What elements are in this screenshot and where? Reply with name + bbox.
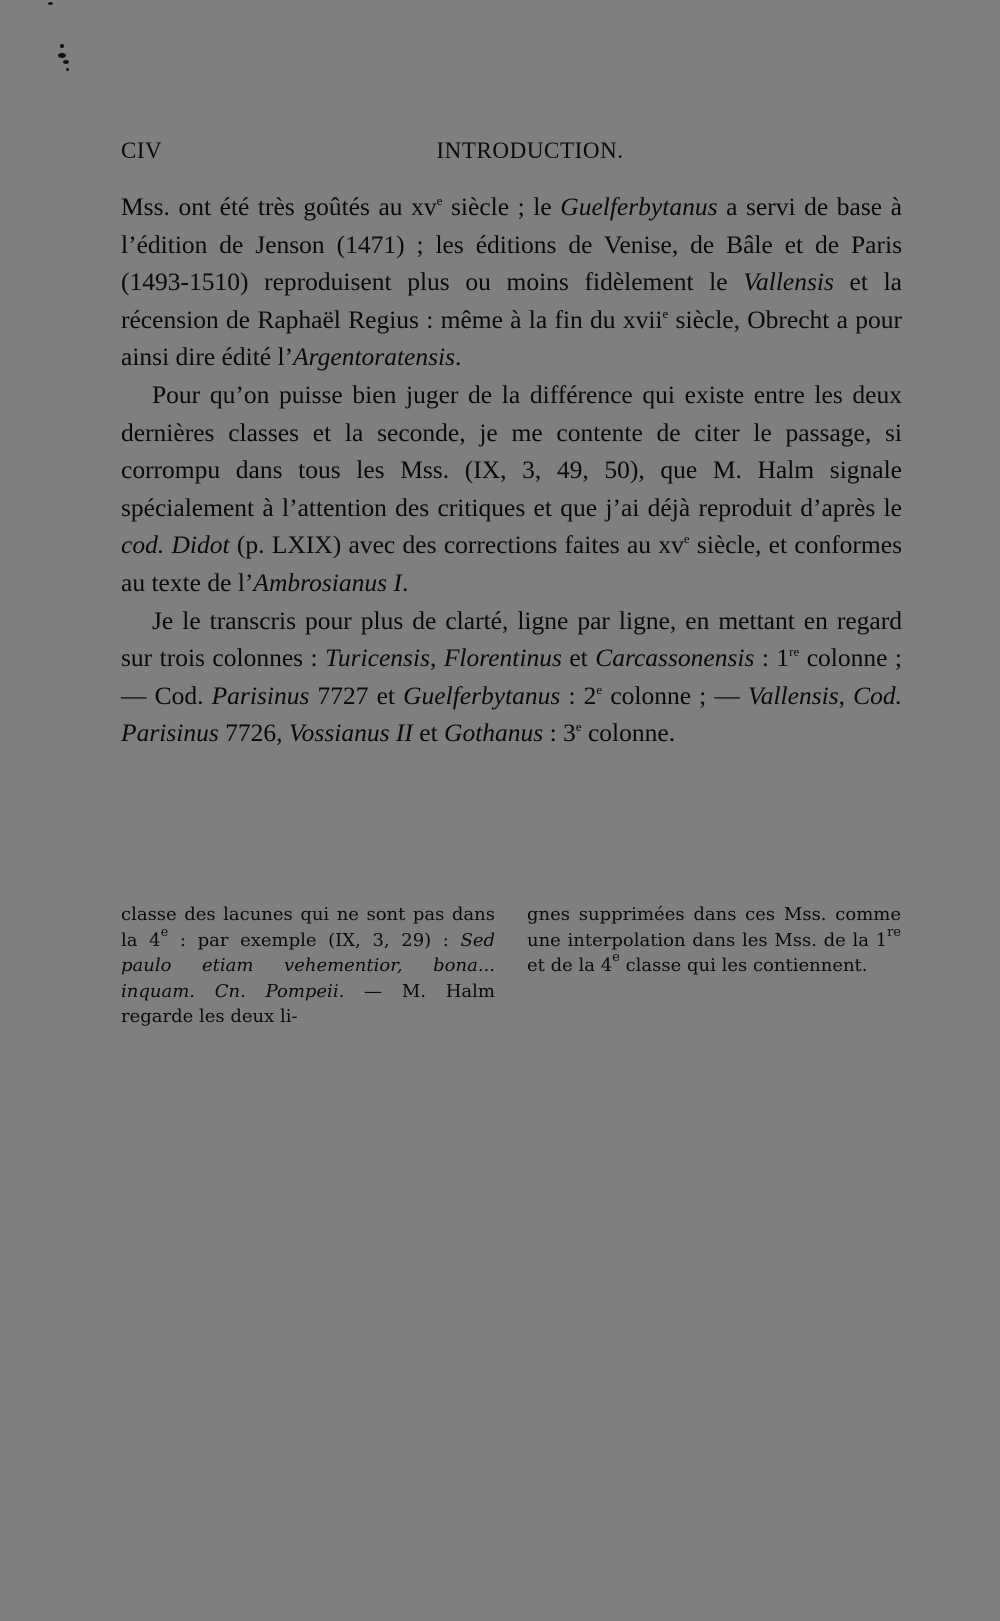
- text-run: et: [561, 643, 596, 673]
- text-run: : 3: [543, 718, 576, 748]
- superscript: e: [160, 924, 169, 940]
- page-number: CIV: [121, 138, 163, 163]
- ink-speck: [48, 2, 53, 5]
- italic-text: Guelferbytanus: [403, 680, 561, 710]
- text-run: et la récension de Raphaël Regius : même à la fin du xvii: [121, 267, 902, 334]
- running-head: [121, 138, 901, 172]
- text-run: siècle, et conformes au texte de l’: [121, 530, 903, 597]
- text-run: : 1: [754, 643, 790, 673]
- text-run: : par exemple (IX, 3, 29) :: [168, 929, 461, 951]
- text-run: — M. Halm regarde les deux li-: [121, 980, 495, 1027]
- superscript: e: [612, 950, 620, 965]
- italic-text: Turicensis: [325, 643, 430, 673]
- superscript: re: [789, 644, 800, 660]
- text-run: colonne ; — Cod.: [121, 643, 903, 710]
- text-run: .: [401, 567, 409, 597]
- italic-text: Cod. Parisinus: [121, 680, 902, 748]
- text-run: 7727 et: [309, 680, 404, 710]
- text-run: : 2: [560, 680, 597, 710]
- footnote-text: [121, 902, 495, 1030]
- italic-text: Carcassonensis: [595, 643, 755, 673]
- body-text: [121, 188, 902, 752]
- text-run: Mss. ont été très goûtés au xv: [121, 192, 437, 221]
- ink-speck: [60, 44, 64, 48]
- italic-text: Florentinus: [443, 643, 562, 673]
- text-run: ,: [838, 680, 854, 710]
- italic-text: Gothanus: [444, 718, 544, 748]
- ink-speck: [58, 53, 66, 58]
- italic-text: Vallensis: [747, 680, 839, 710]
- superscript: e: [596, 681, 603, 697]
- superscript: e: [436, 193, 443, 208]
- italic-text: Argentoratensis: [293, 342, 456, 372]
- italic-text: cod. Didot: [121, 530, 230, 560]
- superscript: e: [575, 719, 582, 735]
- text-run: classe qui les contiennent.: [619, 955, 868, 976]
- text-run: colonne.: [581, 718, 676, 748]
- text-run: colonne ; —: [602, 680, 748, 710]
- footnote-text: [527, 902, 901, 979]
- text-run: a servi de base à l’édition de Jenson (1471) ; les éditions de Venise, de Bâle et de Paris (1493-1510) reproduisent plus ou moins fidèlement le: [121, 192, 902, 297]
- text-run: et: [412, 718, 445, 748]
- text-run: Je le transcris pour plus de clarté, ligne par ligne, en mettant en regard sur trois colonnes :: [121, 605, 902, 673]
- text-run: siècle ; le: [442, 192, 561, 221]
- text-run: gnes supprimées dans ces Mss. comme une interpolation dans les Mss. de la 1: [527, 904, 901, 951]
- ink-speck: [66, 68, 69, 71]
- paragraph: [121, 188, 902, 376]
- text-run: ,: [429, 643, 444, 673]
- paragraph: [121, 376, 902, 602]
- footnote-column-right: [527, 902, 901, 979]
- text-run: classe des lacunes qui ne sont pas dans la 4: [121, 904, 495, 951]
- italic-text: Vossianus II: [288, 718, 413, 748]
- italic-text: Sed paulo etiam vehementior, bona... inquam. Cn. Pompeii.: [121, 929, 495, 1002]
- italic-text: Guelferbytanus: [560, 192, 718, 221]
- italic-text: Vallensis: [743, 267, 834, 297]
- ink-speck: [63, 60, 69, 64]
- text-run: siècle, Obrecht a pour ainsi dire édité l’: [121, 304, 902, 372]
- text-run: 7726,: [218, 718, 289, 748]
- text-run: (p. LXIX) avec des corrections faites au xv: [229, 530, 684, 560]
- footnote-column-left: [121, 902, 495, 1030]
- superscript: e: [662, 305, 669, 321]
- paragraph: [121, 602, 902, 752]
- superscript: re: [887, 924, 901, 940]
- superscript: e: [683, 531, 690, 547]
- text-run: Pour qu’on puisse bien juger de la différence qui existe entre les deux dernières classes et la seconde, je me contente de citer le passage, si corrompu dans tous les Mss. (IX, 3, 49, 50), que M. Halm signale spécialement à l’attention des critiques et que j’ai déjà reproduit d’après le: [121, 379, 902, 522]
- italic-text: Ambrosianus I: [253, 567, 402, 597]
- text-run: et de la 4: [527, 955, 613, 976]
- running-title: INTRODUCTION.: [436, 138, 624, 163]
- text-run: .: [455, 342, 462, 372]
- italic-text: Parisinus: [211, 680, 310, 710]
